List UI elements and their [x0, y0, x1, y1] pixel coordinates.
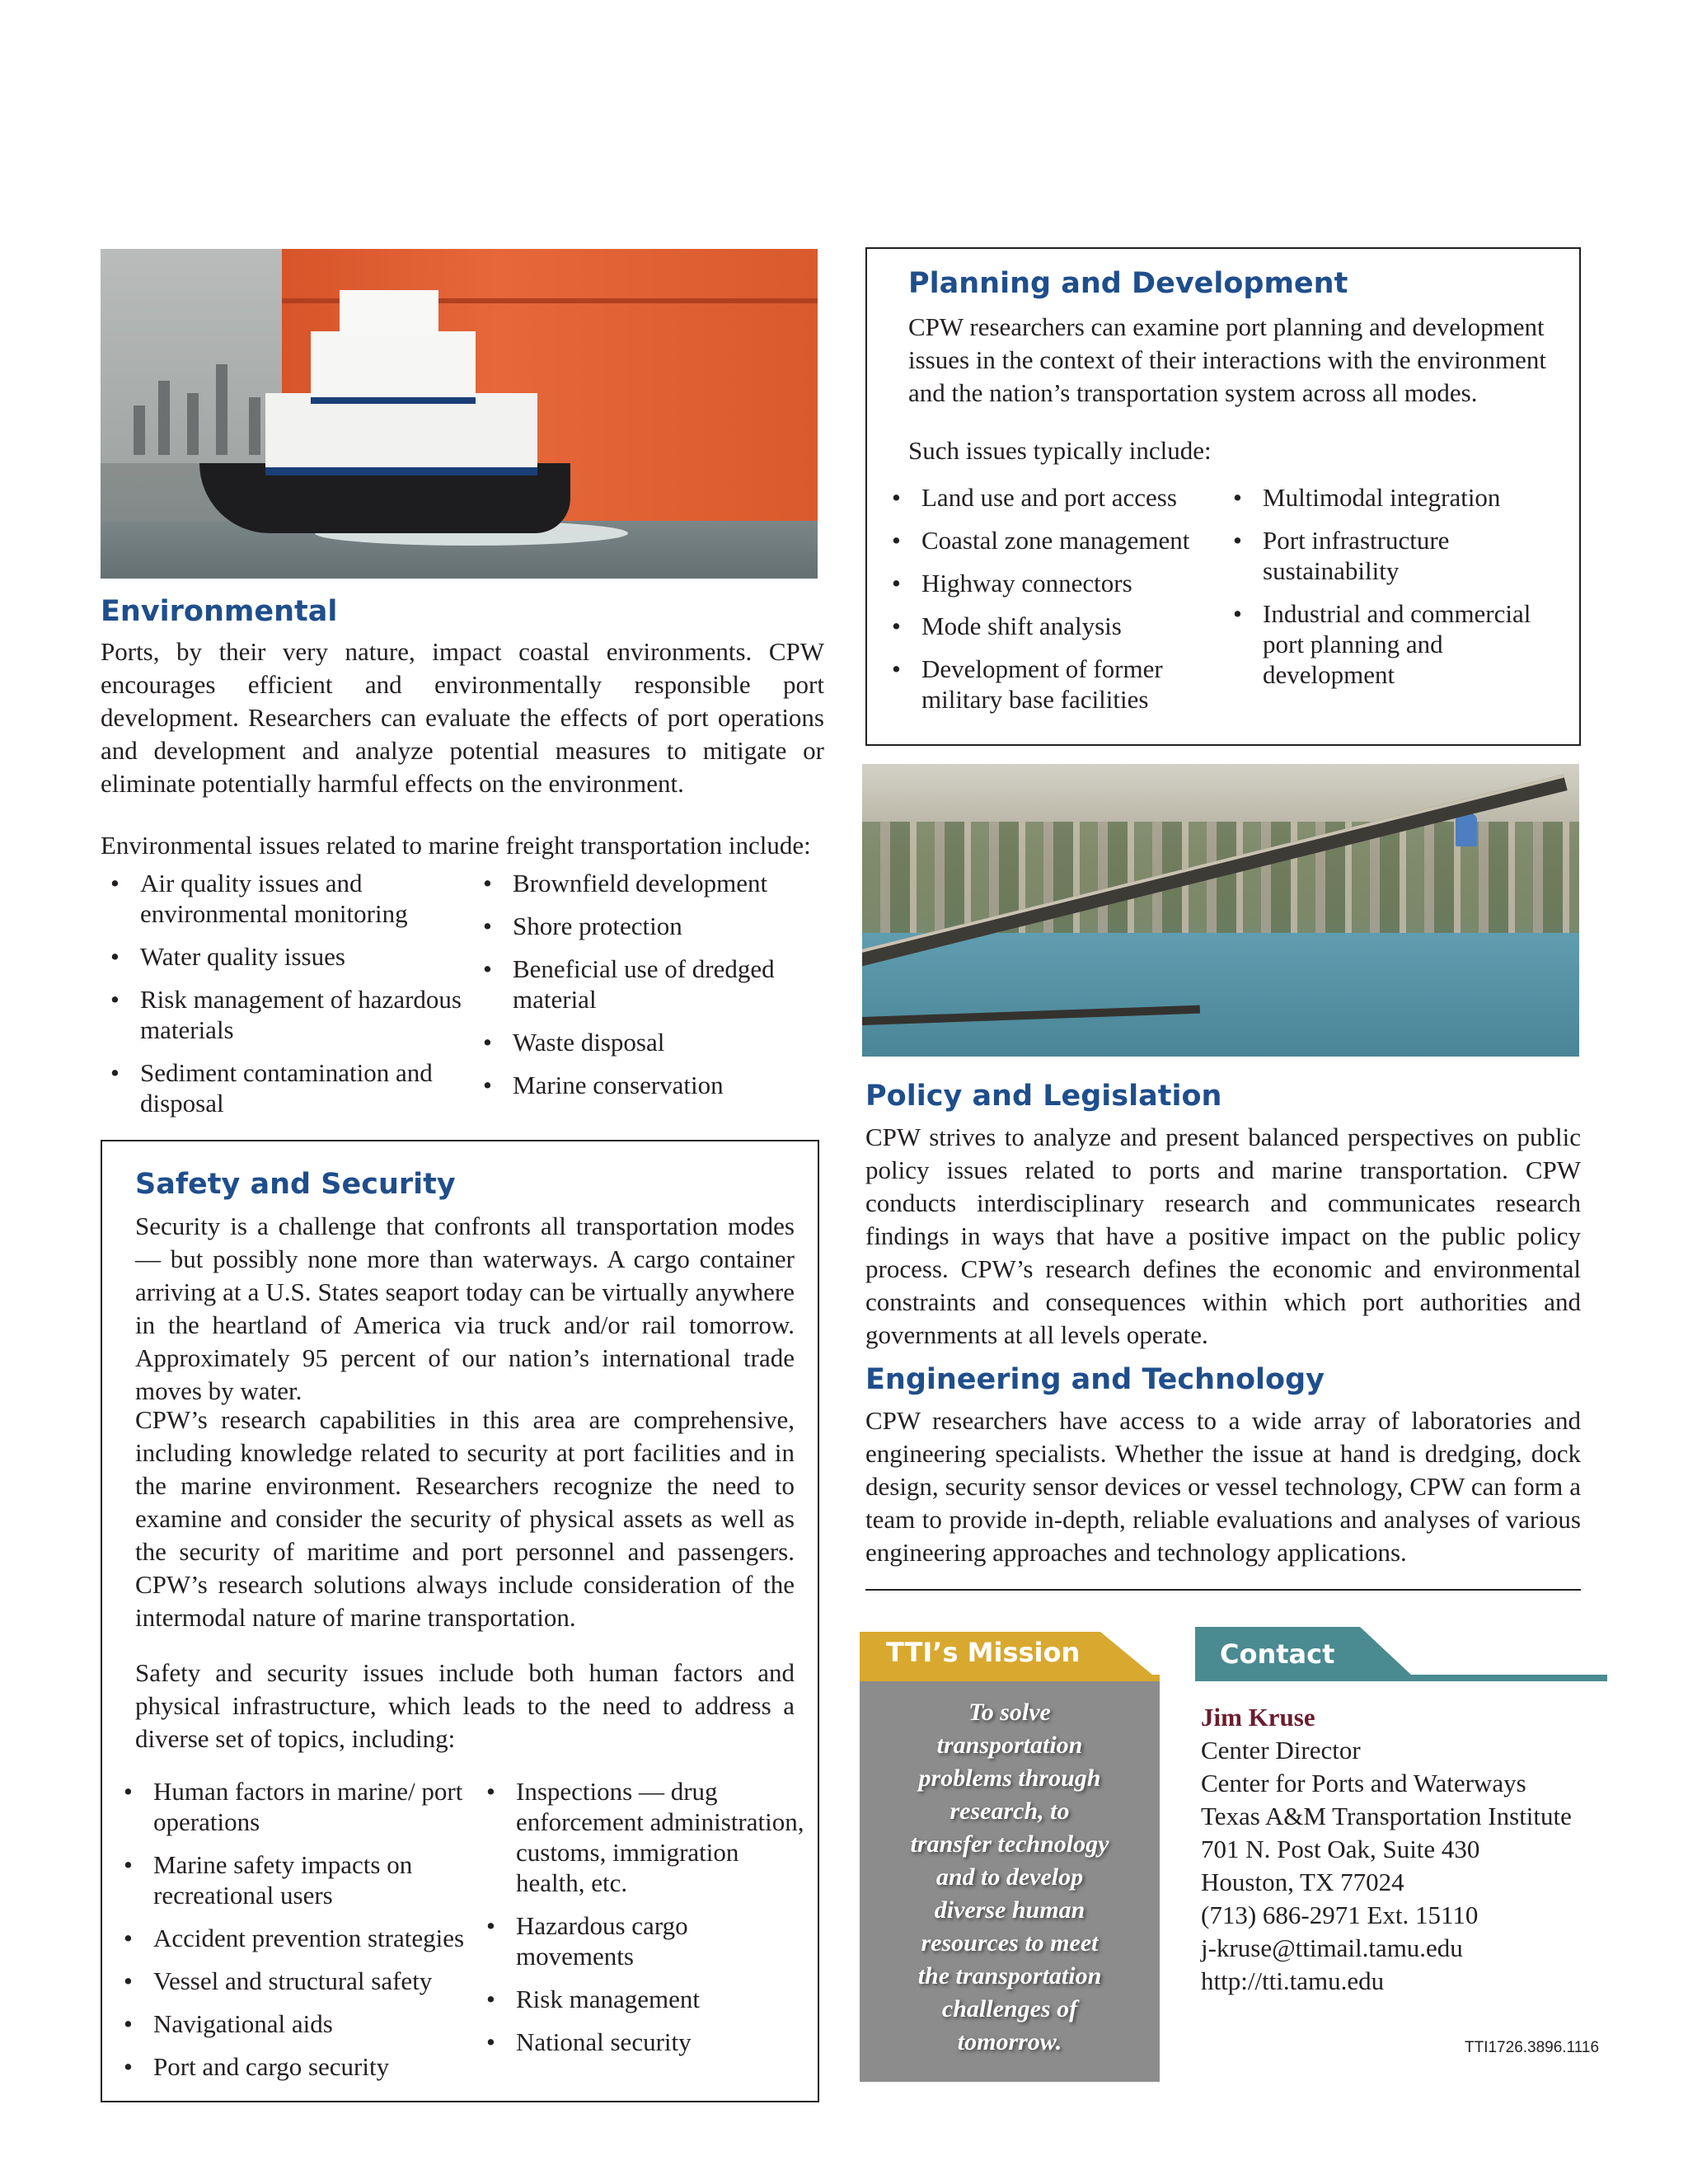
planning-heading: Planning and Development	[908, 267, 1348, 300]
safety-box	[101, 1140, 819, 2102]
safety-body-1: Security is a challenge that confronts all transportation modes — but possibly none more than waterways. A cargo container arriving at a U.S. States seaport today can be virtually anywhere in the heartland of America via truck and/or rail tomorrow. Approximately 95 percent of our nation’s international trade moves by water.	[135, 1212, 795, 1405]
planning-body: CPW researchers can examine port planning and development issues in the context of their interactions with the environment and the nation’s transportation system across all modes.	[908, 312, 1546, 407]
environmental-body: Ports, by their very nature, impact coastal environments. CPW encourages efficient and environmentally responsible port development. Researchers can evaluate the effects of port operations and development and analyze potential measures to mitigate or eliminate potentially harmful effects on the environment.	[101, 637, 824, 798]
list-item: • Navigational aids	[114, 2008, 476, 2039]
policy-heading: Policy and Legislation	[865, 1080, 1222, 1113]
contact-city: Houston, TX 77024	[1201, 1868, 1404, 1896]
list-item: • Development of former military base facilities	[882, 654, 1220, 715]
engineering-heading: Engineering and Technology	[865, 1363, 1325, 1396]
list-item: • Port and cargo security	[114, 2051, 476, 2082]
list-item: • Mode shift analysis	[882, 611, 1220, 641]
list-item: • Vessel and structural safety	[114, 1966, 476, 1996]
list-item: • Inspections — drug enforcement administration, customs, immigration health, etc.	[476, 1776, 806, 1898]
mission-tab	[860, 1625, 1160, 1670]
contact-website[interactable]: http://tti.tamu.edu	[1201, 1966, 1385, 1995]
contact-details	[1201, 1701, 1613, 1998]
contact-name: Jim Kruse	[1201, 1703, 1315, 1732]
safety-list-left	[114, 1776, 476, 2094]
planning-list-left	[882, 482, 1220, 727]
list-item: • Water quality issues	[101, 941, 463, 972]
list-item: • Shore protection	[473, 911, 819, 941]
environmental-list-right	[473, 868, 819, 1113]
list-item: • Human factors in marine/ port operations	[114, 1776, 476, 1837]
list-item: • Hazardous cargo movements	[476, 1910, 806, 1971]
tugboat-photo	[101, 249, 818, 579]
environmental-list-left	[101, 868, 463, 1131]
list-item: • Industrial and commercial port planning and development	[1223, 598, 1553, 690]
contact-title: Center Director	[1201, 1736, 1361, 1765]
policy-body: CPW strives to analyze and present balanced perspectives on public policy issues related to ports and marine transportation. CPW conducts interdisciplinary research and communicates research findings in ways that have a positive impact on the public policy process. CPW’s research defines the economic and environmental constraints and consequences within which port authorities and governments at all levels operate.	[865, 1122, 1581, 1349]
section-divider	[865, 1589, 1581, 1591]
planning-list-right	[1223, 482, 1553, 702]
list-item: • Multimodal integration	[1223, 482, 1553, 513]
list-item: • Waste disposal	[473, 1027, 819, 1057]
contact-phone: (713) 686-2971 Ext. 15110	[1201, 1900, 1479, 1929]
contact-tab	[1195, 1627, 1607, 1686]
list-item: • Risk management of hazardous materials	[101, 984, 463, 1045]
safety-body-2: CPW’s research capabilities in this area are comprehensive, including knowledge related to security at port facilities and in the marine environment. Researchers recognize the need to examine and consider the security of physical assets as well as the security of maritime and port personnel and passengers. CPW’s research solutions always include consideration of the intermodal nature of marine transportation.	[135, 1405, 795, 1632]
list-item: • Air quality issues and environmental monitoring	[101, 868, 463, 929]
list-item: • Risk management	[476, 1984, 806, 2014]
list-item: • Highway connectors	[882, 568, 1220, 598]
planning-box	[865, 247, 1581, 746]
list-item: • Marine conservation	[473, 1070, 819, 1100]
mission-box	[860, 1681, 1160, 2082]
list-item: • Marine safety impacts on recreational users	[114, 1849, 476, 1910]
mission-label: TTI’s Mission	[886, 1637, 1081, 1668]
list-item: • National security	[476, 2027, 806, 2057]
contact-address: 701 N. Post Oak, Suite 430	[1201, 1835, 1480, 1863]
mission-statement: To solve transportation problems through research, to transfer technology and to develop diverse human resources to meet the transportation challenges of tomorrow.	[910, 1699, 1109, 2055]
safety-heading: Safety and Security	[135, 1168, 456, 1201]
contact-email[interactable]: j-kruse@ttimail.tamu.edu	[1201, 1933, 1463, 1962]
planning-intro: Such issues typically include:	[908, 436, 1212, 465]
environmental-heading: Environmental	[101, 595, 338, 628]
list-item: • Port infrastructure sustainability	[1223, 525, 1553, 586]
contact-org: Center for Ports and Waterways	[1201, 1769, 1526, 1797]
list-item: • Land use and port access	[882, 482, 1220, 513]
contact-label: Contact	[1220, 1638, 1335, 1670]
list-item: • Accident prevention strategies	[114, 1923, 476, 1953]
list-item: • Brownfield development	[473, 868, 819, 898]
safety-body-3: Safety and security issues include both human factors and physical infrastructure, which leads to the need to address a diverse set of topics, including:	[135, 1658, 795, 1753]
engineering-body: CPW researchers have access to a wide array of laboratories and engineering specialists. Whether the issue at hand is dredging, dock design, security sensor devices or vessel technology, CPW can form a team to provide in-depth, reliable evaluations and analyses of various engineering approaches and technology applications.	[865, 1406, 1581, 1567]
bridge-photo	[862, 764, 1579, 1057]
list-item: • Coastal zone management	[882, 525, 1220, 555]
contact-institute: Texas A&M Transportation Institute	[1201, 1802, 1572, 1830]
reference-code: TTI1726.3896.1116	[1465, 2039, 1600, 2056]
list-item: • Beneficial use of dredged material	[473, 954, 819, 1015]
safety-list-right	[476, 1776, 806, 2069]
list-item: • Sediment contamination and disposal	[101, 1057, 463, 1118]
environmental-intro: Environmental issues related to marine freight transportation include:	[101, 831, 811, 860]
